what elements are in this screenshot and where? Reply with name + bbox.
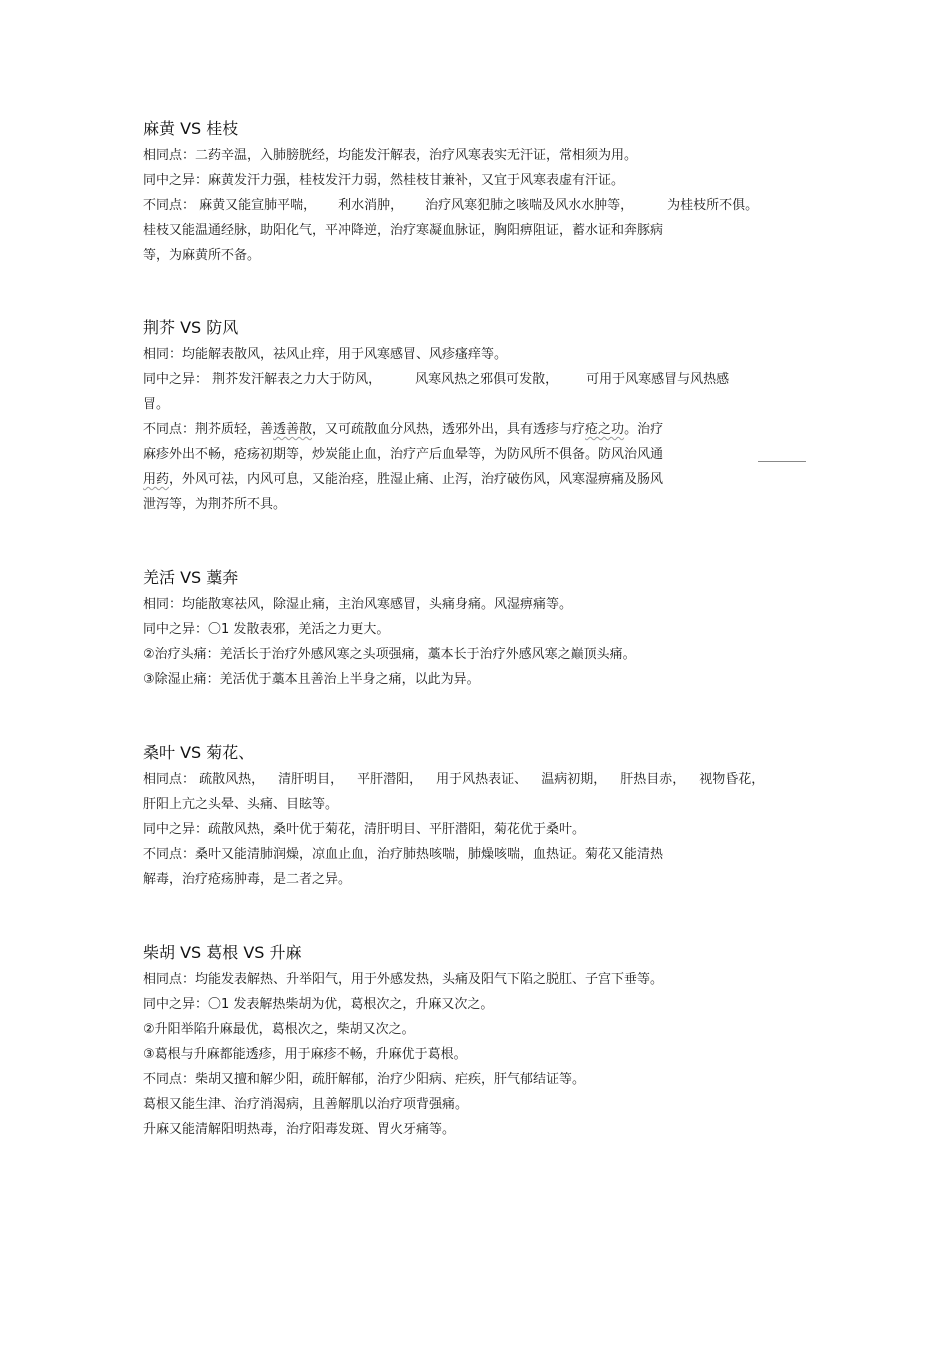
text-segment: 用于风热表证、	[436, 772, 528, 787]
text-segment: 温病初期，	[541, 772, 607, 787]
text-line: 相同点：均能发表解热、升举阳气，用于外感发热，头痛及阳气下陷之脱肛、子宫下垂等。	[143, 972, 664, 987]
text-line	[143, 193, 813, 218]
text-segment: ，外风可祛，内风可息，又能治痉，胜湿止痛、止泻，治疗破伤风，风寒湿痹痛及肠风	[169, 472, 664, 487]
text-line: 等，为麻黄所不备。	[143, 248, 261, 263]
text-segment: 不同点：荆芥质轻，善	[143, 422, 274, 437]
text-segment: 。治疗	[624, 422, 664, 437]
section-jingjie-fangfeng	[143, 318, 813, 517]
text-segment: 不同点： 麻黄又能宣肺平喘，	[143, 198, 317, 213]
section-sangye-juhua	[143, 743, 813, 892]
text-line: 同中之异：麻黄发汗力强，桂枝发汗力弱，然桂枝甘兼补，又宜于风寒表虚有汗证。	[143, 173, 625, 188]
text-segment: 肝热目赤，	[620, 772, 686, 787]
text-line: 同中之异：〇1 发表解热柴胡为优，葛根次之，升麻又次之。	[143, 997, 494, 1012]
text-line: 桂枝又能温通经脉，助阳化气，平冲降逆，治疗寒凝血脉证，胸阳痹阻证，蓄水证和奔豚病	[143, 223, 664, 238]
text-segment: 利水消肿，	[338, 198, 404, 213]
text-segment: 相同点： 疏散风热，	[143, 772, 265, 787]
text-line: 同中之异：疏散风热，桑叶优于菊花，清肝明目、平肝潜阳，菊花优于桑叶。	[143, 822, 586, 837]
text-line: 葛根又能生津、治疗消渴病，且善解肌以治疗项背强痛。	[143, 1097, 469, 1112]
text-segment: ，又可疏散血分风热，透邪外出，具有透疹与疗	[312, 422, 586, 437]
text-segment: 视物昏花，	[699, 772, 765, 787]
text-line	[143, 417, 813, 442]
text-line: ③除湿止痛：羌活优于藁本且善治上半身之痛，以此为异。	[143, 672, 480, 687]
section-title: 柴胡 VS 葛根 VS 升麻	[143, 943, 302, 962]
text-line: 不同点：柴胡又擅和解少阳，疏肝解郁，治疗少阳病、疟疾，肝气郁结证等。	[143, 1072, 586, 1087]
text-line: 解毒，治疗疮疡肿毒，是二者之异。	[143, 872, 352, 887]
text-line: 升麻又能清解阳明热毒，治疗阳毒发斑、胃火牙痛等。	[143, 1122, 456, 1137]
text-line: 相同：均能散寒祛风，除湿止痛，主治风寒感冒，头痛身痛。风湿痹痛等。	[143, 597, 573, 612]
text-line: ③葛根与升麻都能透疹，用于麻疹不畅，升麻优于葛根。	[143, 1047, 467, 1062]
text-segment: 清肝明目，	[278, 772, 344, 787]
text-line: 肝阳上亢之头晕、头痛、目眩等。	[143, 797, 339, 812]
text-segment: 可用于风寒感冒与风热感	[586, 372, 730, 387]
section-title: 麻黄 VS 桂枝	[143, 119, 239, 138]
text-line	[143, 467, 813, 492]
text-segment: 风寒风热之邪俱可发散，	[415, 372, 559, 387]
text-line: 泄泻等，为荆芥所不具。	[143, 497, 287, 512]
section-mahuang-guizhi	[143, 119, 813, 268]
text-segment: 平肝潜阳，	[357, 772, 423, 787]
text-line: 同中之异：〇1 发散表邪，羌活之力更大。	[143, 622, 390, 637]
text-line: ②治疗头痛：羌活长于治疗外感风寒之头项强痛，藁本长于治疗外感风寒之巅顶头痛。	[143, 647, 636, 662]
text-line: 冒。	[143, 397, 170, 412]
text-line: 相同点：二药辛温，入肺膀胱经，均能发汗解表，治疗风寒表实无汗证，常相须为用。	[143, 148, 638, 163]
text-line	[143, 367, 813, 392]
section-chaihu-gegen-shengma	[143, 943, 813, 1142]
text-segment: 同中之异： 荆芥发汗解表之力大于防风，	[143, 372, 382, 387]
section-title: 羌活 VS 藁奔	[143, 568, 239, 587]
text-line	[143, 767, 813, 792]
text-segment: 为桂枝所不俱。	[667, 198, 759, 213]
text-line: 相同：均能解表散风，祛风止痒，用于风寒感冒、风疹瘙痒等。	[143, 347, 508, 362]
text-line: 不同点：桑叶又能清肺润燥，凉血止血，治疗肺热咳喘，肺燥咳喘，血热证。菊花又能清热	[143, 847, 664, 862]
wavy-underline-text: 疮之功	[585, 422, 625, 437]
wavy-underline-text: 用药	[143, 472, 170, 487]
margin-rule	[758, 461, 806, 462]
section-qianghuo-gaoben	[143, 568, 813, 692]
wavy-underline-text: 透善散	[273, 422, 313, 437]
text-line: ②升阳举陷升麻最优，葛根次之，柴胡又次之。	[143, 1022, 415, 1037]
section-title: 荆芥 VS 防风	[143, 318, 239, 337]
section-title: 桑叶 VS 菊花、	[143, 743, 255, 762]
text-line: 麻疹外出不畅，疮疡初期等，炒炭能止血，治疗产后血晕等，为防风所不俱备。防风治风通	[143, 447, 664, 462]
text-segment: 治疗风寒犯肺之咳喘及风水水肿等，	[425, 198, 634, 213]
